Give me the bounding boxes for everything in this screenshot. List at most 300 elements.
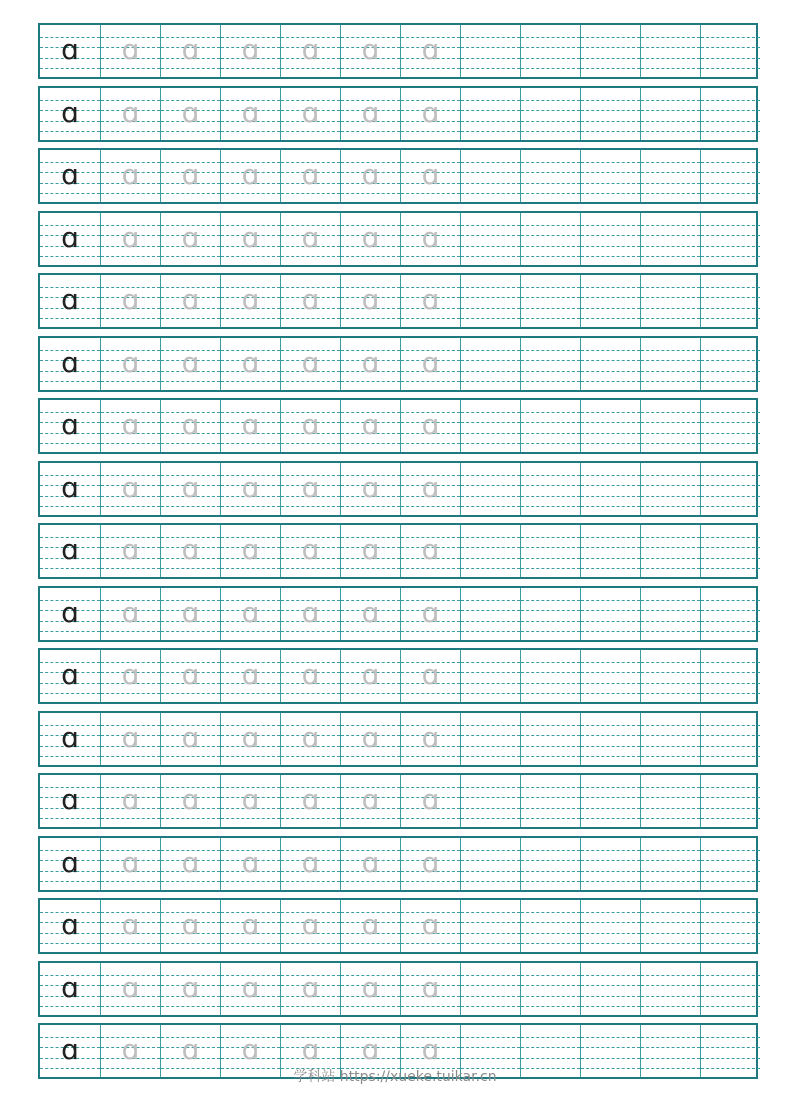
blank-cell bbox=[700, 150, 760, 202]
guide-line bbox=[641, 881, 700, 882]
guide-line bbox=[701, 756, 760, 757]
blank-cell bbox=[580, 900, 640, 952]
guide-line bbox=[641, 183, 700, 184]
guide-line bbox=[401, 68, 460, 69]
guide-line bbox=[521, 1037, 580, 1038]
trace-letter: ɑ bbox=[181, 971, 200, 1004]
guide-line bbox=[641, 1058, 700, 1059]
blank-cell bbox=[640, 775, 700, 827]
trace-letter: ɑ bbox=[361, 96, 380, 129]
guide-line bbox=[521, 1006, 580, 1007]
trace-cell bbox=[220, 775, 280, 827]
trace-cell bbox=[160, 650, 220, 702]
guide-line bbox=[461, 1037, 520, 1038]
guide-line bbox=[641, 422, 700, 423]
guide-line bbox=[581, 110, 640, 111]
guide-line bbox=[641, 631, 700, 632]
guide-line bbox=[581, 850, 640, 851]
trace-cell bbox=[160, 213, 220, 265]
guide-line bbox=[341, 568, 400, 569]
guide-line bbox=[40, 881, 100, 882]
guide-line bbox=[101, 631, 160, 632]
guide-line bbox=[581, 610, 640, 611]
trace-cell bbox=[220, 900, 280, 952]
guide-line bbox=[521, 943, 580, 944]
trace-cell bbox=[220, 338, 280, 390]
trace-letter: ɑ bbox=[181, 33, 200, 66]
guide-line bbox=[521, 912, 580, 913]
practice-row bbox=[38, 586, 758, 642]
trace-cell bbox=[340, 713, 400, 765]
guide-line bbox=[281, 693, 340, 694]
guide-line bbox=[101, 68, 160, 69]
guide-line bbox=[461, 318, 520, 319]
guide-line bbox=[521, 297, 580, 298]
guide-line bbox=[461, 943, 520, 944]
guide-line bbox=[701, 1058, 760, 1059]
guide-line bbox=[341, 381, 400, 382]
trace-cell bbox=[400, 150, 460, 202]
guide-line bbox=[701, 172, 760, 173]
guide-line bbox=[281, 131, 340, 132]
guide-line bbox=[701, 600, 760, 601]
guide-line bbox=[461, 756, 520, 757]
trace-letter: ɑ bbox=[241, 408, 260, 441]
guide-line bbox=[40, 131, 100, 132]
guide-line bbox=[521, 100, 580, 101]
trace-letter: ɑ bbox=[301, 33, 320, 66]
guide-line bbox=[461, 172, 520, 173]
guide-line bbox=[461, 735, 520, 736]
trace-cell bbox=[400, 25, 460, 77]
trace-letter: ɑ bbox=[121, 596, 140, 629]
guide-line bbox=[221, 318, 280, 319]
guide-line bbox=[461, 600, 520, 601]
guide-line bbox=[461, 683, 520, 684]
guide-line bbox=[581, 537, 640, 538]
guide-line bbox=[701, 881, 760, 882]
trace-cell bbox=[280, 775, 340, 827]
guide-line bbox=[701, 297, 760, 298]
blank-cell bbox=[700, 88, 760, 140]
blank-cell bbox=[640, 88, 700, 140]
trace-letter: ɑ bbox=[301, 96, 320, 129]
guide-line bbox=[641, 443, 700, 444]
guide-line bbox=[701, 162, 760, 163]
guide-line bbox=[221, 131, 280, 132]
guide-line bbox=[701, 37, 760, 38]
guide-line bbox=[101, 381, 160, 382]
model-cell bbox=[40, 588, 100, 640]
guide-line bbox=[341, 881, 400, 882]
trace-letter: ɑ bbox=[121, 1033, 140, 1066]
guide-line bbox=[521, 558, 580, 559]
guide-line bbox=[521, 871, 580, 872]
guide-line bbox=[581, 1037, 640, 1038]
guide-line bbox=[581, 725, 640, 726]
trace-cell bbox=[340, 150, 400, 202]
guide-line bbox=[581, 621, 640, 622]
blank-cell bbox=[700, 713, 760, 765]
blank-cell bbox=[460, 963, 520, 1015]
guide-line bbox=[581, 422, 640, 423]
blank-cell bbox=[460, 275, 520, 327]
guide-line bbox=[641, 256, 700, 257]
guide-line bbox=[461, 985, 520, 986]
practice-row bbox=[38, 961, 758, 1017]
guide-line bbox=[641, 100, 700, 101]
guide-line bbox=[101, 756, 160, 757]
trace-letter: ɑ bbox=[301, 408, 320, 441]
guide-line bbox=[701, 1037, 760, 1038]
guide-line bbox=[221, 506, 280, 507]
trace-cell bbox=[100, 838, 160, 890]
guide-line bbox=[461, 1058, 520, 1059]
guide-line bbox=[521, 58, 580, 59]
guide-line bbox=[641, 475, 700, 476]
trace-cell bbox=[160, 150, 220, 202]
trace-letter: ɑ bbox=[301, 471, 320, 504]
guide-line bbox=[581, 860, 640, 861]
guide-line bbox=[461, 246, 520, 247]
guide-line bbox=[701, 121, 760, 122]
guide-line bbox=[281, 756, 340, 757]
guide-line bbox=[461, 672, 520, 673]
trace-cell bbox=[340, 650, 400, 702]
trace-letter: ɑ bbox=[421, 408, 440, 441]
blank-cell bbox=[460, 88, 520, 140]
trace-letter: ɑ bbox=[121, 96, 140, 129]
practice-row bbox=[38, 461, 758, 517]
guide-line bbox=[521, 246, 580, 247]
model-letter: ɑ bbox=[61, 533, 79, 566]
trace-letter: ɑ bbox=[301, 721, 320, 754]
trace-letter: ɑ bbox=[361, 471, 380, 504]
blank-cell bbox=[520, 525, 580, 577]
trace-letter: ɑ bbox=[241, 221, 260, 254]
trace-letter: ɑ bbox=[121, 783, 140, 816]
guide-line bbox=[161, 881, 220, 882]
trace-cell bbox=[400, 588, 460, 640]
trace-cell bbox=[400, 463, 460, 515]
trace-letter: ɑ bbox=[361, 908, 380, 941]
guide-line bbox=[341, 443, 400, 444]
guide-line bbox=[641, 746, 700, 747]
guide-line bbox=[521, 360, 580, 361]
trace-letter: ɑ bbox=[181, 783, 200, 816]
guide-line bbox=[521, 256, 580, 257]
guide-line bbox=[461, 547, 520, 548]
trace-cell bbox=[220, 713, 280, 765]
blank-cell bbox=[520, 338, 580, 390]
guide-line bbox=[701, 485, 760, 486]
trace-letter: ɑ bbox=[361, 846, 380, 879]
guide-line bbox=[521, 350, 580, 351]
trace-cell bbox=[100, 525, 160, 577]
guide-line bbox=[101, 693, 160, 694]
guide-line bbox=[281, 256, 340, 257]
trace-letter: ɑ bbox=[421, 283, 440, 316]
trace-letter: ɑ bbox=[181, 158, 200, 191]
guide-line bbox=[521, 621, 580, 622]
trace-letter: ɑ bbox=[181, 596, 200, 629]
trace-letter: ɑ bbox=[121, 721, 140, 754]
guide-line bbox=[101, 1006, 160, 1007]
guide-line bbox=[461, 506, 520, 507]
guide-line bbox=[641, 672, 700, 673]
trace-letter: ɑ bbox=[121, 283, 140, 316]
trace-letter: ɑ bbox=[421, 908, 440, 941]
guide-line bbox=[581, 735, 640, 736]
blank-cell bbox=[700, 588, 760, 640]
guide-line bbox=[701, 308, 760, 309]
guide-line bbox=[521, 381, 580, 382]
blank-cell bbox=[460, 588, 520, 640]
blank-cell bbox=[520, 838, 580, 890]
trace-letter: ɑ bbox=[121, 346, 140, 379]
blank-cell bbox=[460, 713, 520, 765]
guide-line bbox=[461, 256, 520, 257]
guide-line bbox=[521, 746, 580, 747]
guide-line bbox=[161, 943, 220, 944]
blank-cell bbox=[700, 400, 760, 452]
guide-line bbox=[461, 797, 520, 798]
model-letter: ɑ bbox=[61, 33, 79, 66]
guide-line bbox=[161, 131, 220, 132]
guide-line bbox=[521, 808, 580, 809]
guide-line bbox=[40, 68, 100, 69]
trace-letter: ɑ bbox=[361, 346, 380, 379]
blank-cell bbox=[580, 775, 640, 827]
guide-line bbox=[461, 360, 520, 361]
guide-line bbox=[521, 1047, 580, 1048]
guide-line bbox=[521, 985, 580, 986]
guide-line bbox=[461, 631, 520, 632]
trace-letter: ɑ bbox=[181, 908, 200, 941]
model-cell bbox=[40, 900, 100, 952]
guide-line bbox=[701, 662, 760, 663]
trace-letter: ɑ bbox=[121, 408, 140, 441]
guide-line bbox=[461, 693, 520, 694]
guide-line bbox=[701, 318, 760, 319]
model-cell bbox=[40, 775, 100, 827]
guide-line bbox=[641, 756, 700, 757]
guide-line bbox=[701, 68, 760, 69]
trace-letter: ɑ bbox=[121, 33, 140, 66]
guide-line bbox=[521, 412, 580, 413]
blank-cell bbox=[700, 463, 760, 515]
trace-cell bbox=[160, 963, 220, 1015]
guide-line bbox=[581, 808, 640, 809]
guide-line bbox=[521, 172, 580, 173]
guide-line bbox=[461, 162, 520, 163]
guide-line bbox=[221, 68, 280, 69]
guide-line bbox=[581, 985, 640, 986]
guide-line bbox=[461, 225, 520, 226]
guide-line bbox=[641, 725, 700, 726]
trace-cell bbox=[100, 275, 160, 327]
trace-letter: ɑ bbox=[121, 471, 140, 504]
guide-line bbox=[701, 850, 760, 851]
blank-cell bbox=[640, 963, 700, 1015]
guide-line bbox=[641, 600, 700, 601]
trace-cell bbox=[340, 213, 400, 265]
guide-line bbox=[641, 412, 700, 413]
guide-line bbox=[701, 547, 760, 548]
guide-line bbox=[701, 610, 760, 611]
trace-letter: ɑ bbox=[121, 971, 140, 1004]
guide-line bbox=[581, 672, 640, 673]
guide-line bbox=[641, 287, 700, 288]
blank-cell bbox=[640, 213, 700, 265]
trace-cell bbox=[340, 838, 400, 890]
guide-line bbox=[701, 693, 760, 694]
guide-line bbox=[581, 1047, 640, 1048]
trace-cell bbox=[280, 713, 340, 765]
guide-line bbox=[701, 818, 760, 819]
guide-line bbox=[461, 47, 520, 48]
guide-line bbox=[461, 110, 520, 111]
trace-letter: ɑ bbox=[241, 846, 260, 879]
guide-line bbox=[281, 881, 340, 882]
guide-line bbox=[641, 131, 700, 132]
trace-cell bbox=[280, 213, 340, 265]
trace-cell bbox=[400, 213, 460, 265]
trace-cell bbox=[160, 275, 220, 327]
guide-line bbox=[641, 850, 700, 851]
guide-line bbox=[401, 1006, 460, 1007]
guide-line bbox=[521, 933, 580, 934]
guide-line bbox=[40, 256, 100, 257]
trace-letter: ɑ bbox=[421, 596, 440, 629]
guide-line bbox=[461, 350, 520, 351]
blank-cell bbox=[520, 400, 580, 452]
blank-cell bbox=[580, 25, 640, 77]
trace-letter: ɑ bbox=[241, 346, 260, 379]
trace-cell bbox=[280, 400, 340, 452]
guide-line bbox=[641, 1006, 700, 1007]
guide-line bbox=[641, 297, 700, 298]
guide-line bbox=[40, 693, 100, 694]
guide-line bbox=[461, 746, 520, 747]
guide-line bbox=[581, 287, 640, 288]
guide-line bbox=[701, 943, 760, 944]
trace-cell bbox=[220, 88, 280, 140]
guide-line bbox=[461, 496, 520, 497]
blank-cell bbox=[460, 400, 520, 452]
guide-line bbox=[641, 975, 700, 976]
guide-line bbox=[581, 818, 640, 819]
trace-letter: ɑ bbox=[361, 408, 380, 441]
guide-line bbox=[101, 881, 160, 882]
guide-line bbox=[281, 68, 340, 69]
blank-cell bbox=[700, 650, 760, 702]
trace-letter: ɑ bbox=[121, 221, 140, 254]
trace-letter: ɑ bbox=[301, 658, 320, 691]
guide-line bbox=[701, 58, 760, 59]
guide-line bbox=[101, 818, 160, 819]
trace-letter: ɑ bbox=[181, 658, 200, 691]
trace-cell bbox=[280, 463, 340, 515]
blank-cell bbox=[460, 900, 520, 952]
guide-line bbox=[101, 131, 160, 132]
trace-cell bbox=[280, 338, 340, 390]
trace-letter: ɑ bbox=[181, 846, 200, 879]
guide-line bbox=[461, 433, 520, 434]
guide-line bbox=[161, 443, 220, 444]
blank-cell bbox=[520, 650, 580, 702]
trace-letter: ɑ bbox=[121, 158, 140, 191]
guide-line bbox=[281, 943, 340, 944]
guide-line bbox=[101, 318, 160, 319]
guide-line bbox=[581, 558, 640, 559]
guide-line bbox=[641, 121, 700, 122]
guide-line bbox=[641, 172, 700, 173]
trace-letter: ɑ bbox=[301, 221, 320, 254]
guide-line bbox=[581, 443, 640, 444]
trace-cell bbox=[400, 650, 460, 702]
practice-row bbox=[38, 523, 758, 579]
guide-line bbox=[161, 568, 220, 569]
trace-letter: ɑ bbox=[241, 596, 260, 629]
trace-letter: ɑ bbox=[361, 1033, 380, 1066]
trace-letter: ɑ bbox=[181, 96, 200, 129]
guide-line bbox=[281, 818, 340, 819]
guide-line bbox=[641, 496, 700, 497]
model-letter: ɑ bbox=[61, 908, 79, 941]
trace-letter: ɑ bbox=[421, 221, 440, 254]
guide-line bbox=[161, 193, 220, 194]
guide-line bbox=[461, 558, 520, 559]
trace-cell bbox=[100, 25, 160, 77]
blank-cell bbox=[640, 713, 700, 765]
guide-line bbox=[161, 256, 220, 257]
trace-cell bbox=[220, 150, 280, 202]
blank-cell bbox=[580, 88, 640, 140]
trace-cell bbox=[220, 400, 280, 452]
guide-line bbox=[521, 725, 580, 726]
guide-line bbox=[701, 506, 760, 507]
trace-letter: ɑ bbox=[121, 533, 140, 566]
guide-line bbox=[401, 756, 460, 757]
trace-letter: ɑ bbox=[301, 908, 320, 941]
guide-line bbox=[461, 975, 520, 976]
guide-line bbox=[221, 193, 280, 194]
guide-line bbox=[101, 506, 160, 507]
guide-line bbox=[521, 496, 580, 497]
guide-line bbox=[40, 381, 100, 382]
guide-line bbox=[701, 787, 760, 788]
guide-line bbox=[701, 287, 760, 288]
blank-cell bbox=[580, 713, 640, 765]
guide-line bbox=[701, 912, 760, 913]
guide-line bbox=[581, 746, 640, 747]
guide-line bbox=[581, 68, 640, 69]
practice-row bbox=[38, 211, 758, 267]
guide-line bbox=[461, 1006, 520, 1007]
guide-line bbox=[641, 860, 700, 861]
blank-cell bbox=[700, 775, 760, 827]
guide-line bbox=[401, 256, 460, 257]
blank-cell bbox=[460, 463, 520, 515]
guide-line bbox=[461, 537, 520, 538]
model-cell bbox=[40, 338, 100, 390]
guide-line bbox=[641, 933, 700, 934]
model-letter: ɑ bbox=[61, 596, 79, 629]
guide-line bbox=[221, 881, 280, 882]
guide-line bbox=[221, 1006, 280, 1007]
trace-letter: ɑ bbox=[421, 346, 440, 379]
